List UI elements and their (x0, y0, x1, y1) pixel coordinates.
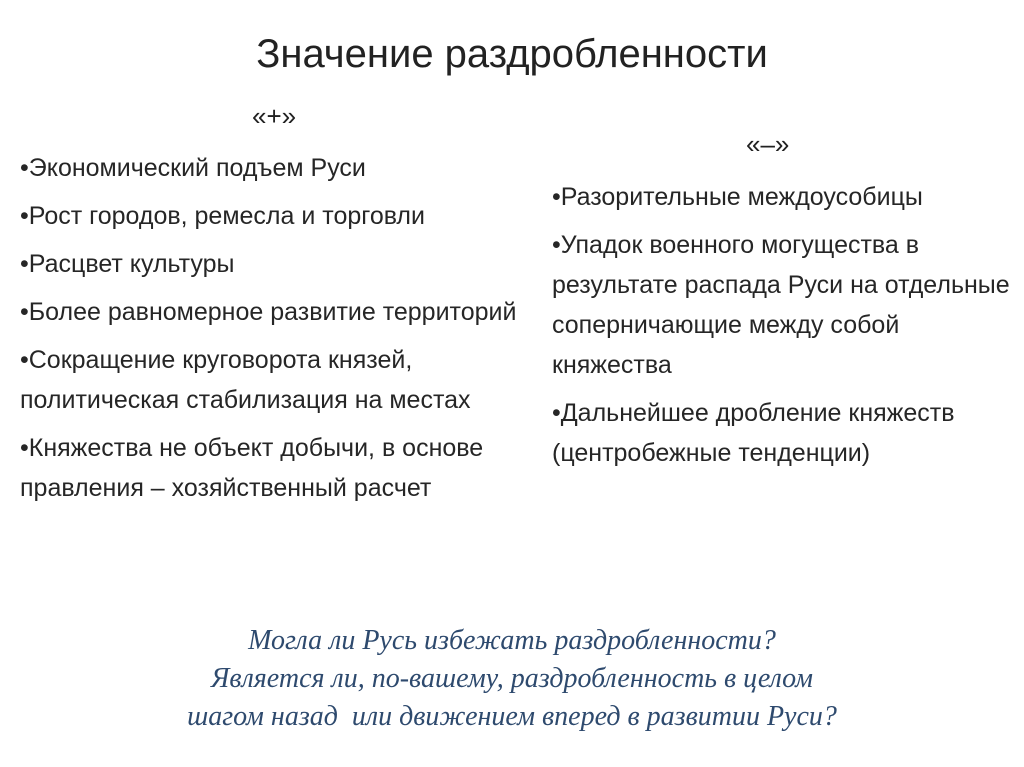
list-item: •Сокращение круговорота князей, политическая стабилизация на местах (20, 346, 471, 414)
list-item: •Разорительные междоусобицы (552, 183, 923, 211)
list-item: •Более равномерное развитие территорий (20, 298, 517, 326)
list-item: •Экономический подъем Руси (20, 154, 366, 182)
list-item: •Дальнейшее дробление княжеств (центробежные тенденции) (552, 399, 955, 467)
list-item: •Расцвет культуры (20, 250, 235, 278)
question-line: Является ли, по-вашему, раздробленность в целом (211, 663, 813, 694)
list-item: •Рост городов, ремесла и торговли (20, 202, 425, 230)
list-item: •Упадок военного могущества в результате распада Руси на отдельные соперничающие между собой княжества (552, 231, 1010, 379)
slide-title: Значение раздробленности (256, 32, 768, 76)
plus-heading: «+» (252, 101, 297, 131)
list-item: •Княжества не объект добычи, в основе правления – хозяйственный расчет (20, 434, 484, 502)
question-line: шагом назад или движением вперед в развитии Руси? (187, 701, 837, 732)
discussion-question (0, 622, 1024, 736)
minus-list (552, 177, 1012, 481)
question-line: Могла ли Русь избежать раздробленности? (248, 625, 776, 656)
minus-heading: «–» (746, 129, 790, 159)
plus-list (20, 148, 540, 516)
